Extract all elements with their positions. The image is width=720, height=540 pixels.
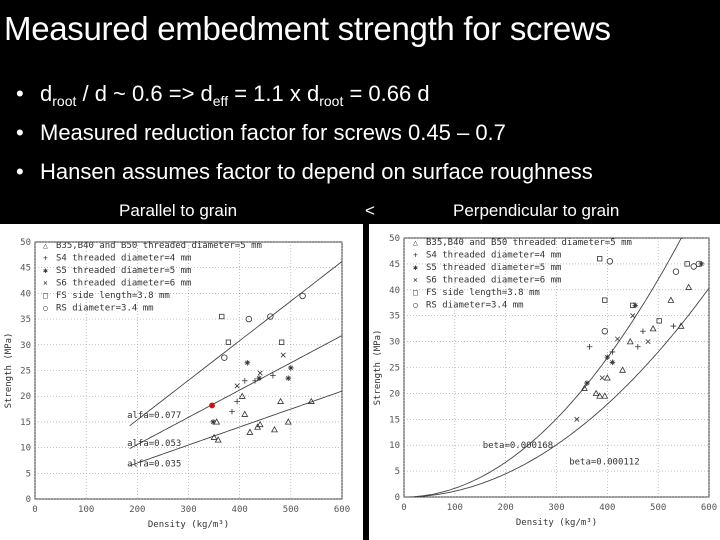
bullet-hansen: • Hansen assumes factor to depend on surface roughness bbox=[14, 158, 593, 197]
fit-line-label: beta=0.000168 bbox=[482, 440, 554, 451]
legend-marker: △ bbox=[43, 241, 48, 250]
x-tick-label: 400 bbox=[231, 505, 248, 515]
legend-marker: ✱ bbox=[413, 263, 418, 272]
data-point-triangle bbox=[247, 429, 253, 434]
x-tick-label: 600 bbox=[700, 503, 718, 513]
y-tick-label: 15 bbox=[389, 415, 400, 426]
data-point-circle bbox=[607, 259, 613, 265]
x-axis-label: Density (kg/m³) bbox=[515, 518, 598, 528]
y-tick-label: 5 bbox=[394, 467, 400, 478]
data-point-cross bbox=[258, 371, 262, 375]
chart-parallel bbox=[0, 224, 363, 540]
data-point-circle bbox=[222, 355, 228, 361]
data-point-plus bbox=[640, 328, 646, 334]
legend-marker: × bbox=[413, 275, 418, 285]
data-point-cross bbox=[235, 384, 239, 388]
chart-perpendicular bbox=[369, 224, 720, 540]
legend-label: RS diameter=3.4 mm bbox=[56, 303, 154, 314]
legend-marker: □ bbox=[413, 288, 418, 297]
y-tick-label: 40 bbox=[20, 289, 31, 300]
y-tick-label: 20 bbox=[20, 392, 31, 403]
data-point-highlight bbox=[210, 403, 215, 408]
data-point-square bbox=[603, 298, 607, 302]
legend-marker: □ bbox=[43, 291, 48, 300]
data-point-triangle bbox=[620, 367, 626, 372]
y-tick-label: 40 bbox=[389, 285, 400, 296]
x-tick-label: 600 bbox=[333, 505, 351, 515]
x-tick-label: 300 bbox=[180, 505, 197, 515]
fit-line-label: alfa=0.077 bbox=[127, 410, 182, 421]
fit-line-label: alfa=0.035 bbox=[127, 459, 182, 470]
legend-marker: ○ bbox=[413, 300, 418, 310]
data-point-triangle bbox=[257, 422, 263, 427]
x-tick-label: 400 bbox=[599, 503, 616, 513]
y-tick-label: 5 bbox=[25, 469, 31, 480]
data-point-cross bbox=[615, 337, 619, 341]
legend-label: FS side length=3.8 mm bbox=[426, 288, 540, 298]
y-tick-label: 25 bbox=[389, 363, 400, 374]
y-tick-label: 0 bbox=[394, 493, 400, 503]
data-point-triangle bbox=[242, 411, 248, 416]
data-point-square bbox=[597, 256, 601, 260]
bullet-reduction-factor: • Measured reduction factor for screws 0.45 – 0.7 bbox=[14, 119, 593, 158]
y-tick-label: 30 bbox=[20, 340, 31, 351]
x-tick-label: 0 bbox=[32, 505, 38, 515]
data-point-circle bbox=[602, 328, 608, 334]
data-point-cross bbox=[631, 313, 635, 317]
data-point-plus bbox=[671, 323, 677, 329]
fit-line-label: alfa=0.053 bbox=[127, 439, 182, 450]
x-tick-label: 100 bbox=[446, 503, 463, 513]
data-point-plus bbox=[229, 409, 235, 415]
x-tick-label: 200 bbox=[497, 503, 514, 513]
legend-marker: + bbox=[43, 253, 48, 263]
legend-marker: + bbox=[413, 250, 418, 260]
legend-marker: ○ bbox=[43, 303, 48, 313]
x-tick-label: 300 bbox=[548, 503, 565, 513]
y-tick-label: 30 bbox=[389, 337, 400, 348]
data-point-star bbox=[245, 360, 251, 366]
legend-label: S6 threaded diameter=6 mm bbox=[426, 275, 562, 286]
data-point-square bbox=[220, 314, 224, 318]
y-tick-label: 15 bbox=[20, 417, 31, 428]
y-tick-label: 50 bbox=[389, 234, 400, 244]
x-tick-label: 500 bbox=[282, 505, 299, 515]
chart-perpendicular-svg bbox=[369, 224, 720, 540]
x-tick-label: 100 bbox=[78, 505, 95, 515]
data-point-triangle bbox=[272, 427, 278, 432]
legend-label: B35,B40 and B50 threaded diameter=5 mm bbox=[426, 238, 632, 248]
data-point-square bbox=[279, 340, 283, 344]
fit-line bbox=[130, 391, 342, 466]
y-tick-label: 35 bbox=[20, 315, 31, 326]
fit-line-label: beta=0.000112 bbox=[569, 457, 640, 468]
y-tick-label: 20 bbox=[389, 389, 400, 400]
legend-label: FS side length=3.8 mm bbox=[56, 291, 170, 301]
legend-label: S6 threaded diameter=6 mm bbox=[56, 278, 192, 289]
chart-parallel-svg bbox=[0, 224, 363, 540]
y-tick-label: 10 bbox=[20, 443, 31, 454]
data-point-triangle bbox=[678, 323, 684, 328]
data-point-square bbox=[226, 340, 230, 344]
data-point-square bbox=[685, 262, 689, 266]
data-point-plus bbox=[587, 344, 593, 350]
legend-label: B35,B40 and B50 threaded diameter=5 mm bbox=[56, 241, 262, 251]
caption-perpendicular: Perpendicular to grain bbox=[453, 201, 620, 220]
y-tick-label: 10 bbox=[389, 441, 400, 452]
legend-marker: ✱ bbox=[43, 266, 48, 275]
data-point-star bbox=[610, 360, 616, 366]
fit-line bbox=[130, 336, 342, 449]
data-point-plus bbox=[242, 378, 248, 384]
data-point-star bbox=[256, 375, 262, 381]
y-tick-label: 50 bbox=[20, 238, 31, 248]
x-tick-label: 500 bbox=[650, 503, 667, 513]
data-point-triangle bbox=[686, 284, 692, 289]
y-tick-label: 25 bbox=[20, 366, 31, 377]
y-tick-label: 35 bbox=[389, 311, 400, 322]
legend-label: S5 threaded diameter=5 mm bbox=[426, 263, 562, 273]
x-tick-label: 200 bbox=[129, 505, 146, 515]
y-tick-label: 45 bbox=[389, 259, 400, 270]
data-point-cross bbox=[281, 353, 285, 357]
data-point-cross bbox=[600, 376, 604, 380]
legend-marker: × bbox=[43, 278, 48, 288]
data-point-circle bbox=[673, 269, 679, 275]
legend-label: S4 threaded diameter=4 mm bbox=[56, 253, 192, 264]
data-point-star bbox=[584, 380, 590, 386]
caption-less-than: < bbox=[365, 201, 375, 220]
data-point-star bbox=[288, 365, 294, 371]
data-point-triangle bbox=[650, 326, 656, 331]
data-point-cross bbox=[646, 339, 650, 343]
x-tick-label: 0 bbox=[401, 503, 407, 513]
data-point-star bbox=[285, 375, 291, 381]
x-axis-label: Density (kg/m³) bbox=[147, 520, 230, 530]
data-point-plus bbox=[234, 399, 240, 405]
data-point-triangle bbox=[602, 393, 608, 398]
legend-label: RS diameter=3.4 mm bbox=[426, 300, 524, 311]
data-point-circle bbox=[300, 293, 306, 299]
data-point-star bbox=[605, 354, 611, 360]
data-point-triangle bbox=[278, 399, 284, 404]
y-tick-label: 45 bbox=[20, 263, 31, 274]
y-axis-label: Strength (MPa) bbox=[4, 332, 14, 409]
legend-label: S5 threaded diameter=5 mm bbox=[56, 266, 192, 276]
bullet-list bbox=[14, 80, 593, 197]
caption-parallel: Parallel to grain bbox=[119, 201, 238, 220]
legend-label: S4 threaded diameter=4 mm bbox=[426, 250, 562, 261]
y-axis-label: Strength (MPa) bbox=[373, 329, 383, 406]
data-point-plus bbox=[635, 344, 641, 350]
slide-title: Measured embedment strength for screws bbox=[4, 10, 611, 47]
data-point-square bbox=[657, 319, 661, 323]
y-tick-label: 0 bbox=[25, 495, 31, 505]
bullet-root-diameter: • $d_{root}$ / d ~ $0.6 => d_{eff} = 1.1$ x $d_{root} = 0.66$ d bbox=[14, 80, 593, 119]
legend-marker: △ bbox=[413, 238, 418, 247]
data-point-triangle bbox=[668, 297, 674, 302]
